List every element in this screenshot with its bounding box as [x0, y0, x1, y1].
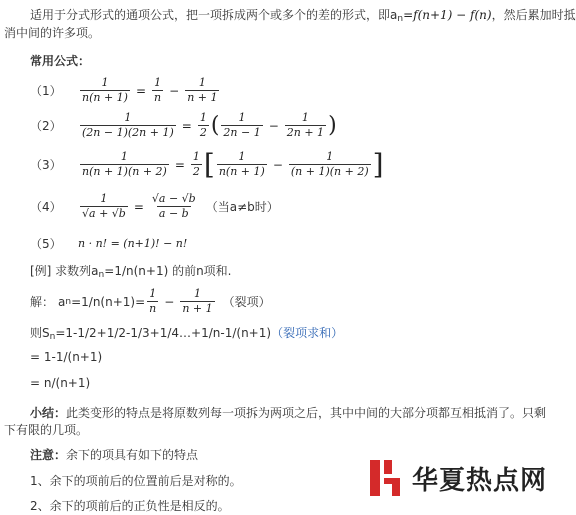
watermark-logo: [368, 458, 547, 498]
sum-prefix: 则S: [30, 326, 50, 340]
intro-formula: =f(n+1) − f(n): [403, 8, 492, 22]
formula-4-note: （当a≠b时）: [205, 200, 279, 214]
logo-icon: [368, 458, 404, 498]
formula-fraction: $\frac{1}{√a + √b}$: [82, 192, 126, 220]
formula-fraction: $\frac{1}{n}$: [154, 76, 162, 104]
sum-sub: n: [49, 332, 56, 342]
formula-fraction: $\frac{1}{(2n - 1)(2n + 1)}$: [82, 111, 174, 139]
attention-label: 注意：: [30, 448, 67, 462]
formula-fraction: $\frac{1}{2}$: [192, 150, 200, 178]
solution-label: 解：: [30, 295, 55, 309]
common-formulas-title: 常用公式：: [30, 54, 91, 68]
formula-fraction: $\frac{1}{n(n + 1)}$: [218, 150, 265, 178]
example-prefix: [例] 求数列a: [30, 264, 99, 278]
formula-5-expr: n · n! = (n+1)! − n!: [78, 237, 188, 250]
sum-line: [30, 324, 343, 342]
example-tail: =1/n(n+1) 的前n项和.: [104, 264, 232, 278]
formula-fraction: $\frac{1}{2}$: [199, 111, 207, 139]
formula-4: （4） $\frac{1}{√a + √b}$ = $\frac{√a - √b}{a - b}$ （当a≠b时）: [30, 192, 279, 220]
attention-text: 余下的项具有如下的特点: [66, 448, 199, 462]
example-sub: n: [98, 270, 105, 280]
point-2: 2、余下的项前后的正负性是相反的。: [30, 499, 230, 513]
formula-fraction: $\frac{1}{2n - 1}$: [223, 111, 261, 139]
formula-1: （1） $\frac{1}{n(n + 1)}$ = $\frac{1}{n}$ − $\frac{1}{n + 1}$: [30, 76, 218, 104]
summary-label: 小结：: [30, 406, 67, 420]
formula-label: （3）: [30, 158, 62, 172]
formula-fraction: $\frac{1}{(n + 1)(n + 2)}$: [290, 150, 369, 178]
equation-step-2: = n/(n+1): [30, 376, 91, 390]
example-line: [30, 262, 232, 280]
intro-line-1: [30, 6, 576, 24]
solution-line: [30, 287, 271, 316]
formula-fraction: $\frac{1}{n(n + 1)}$: [82, 76, 128, 104]
solution-eq: =1/n(n+1)=: [71, 294, 146, 309]
formula-label: （1）: [30, 84, 62, 98]
solution-note: （裂项）: [222, 295, 271, 309]
formula-label: （2）: [30, 119, 62, 133]
intro-sub: n: [397, 14, 404, 24]
formula-fraction: $\frac{1}{n + 1}$: [187, 76, 218, 104]
summary-text: 此类变形的特点是将原数列每一项拆为两项之后，其中中间的大部分项都互相抵消了。只剩: [66, 406, 547, 420]
intro-line-2: 消中间的许多项。: [4, 26, 101, 40]
formula-fraction: $\frac{1}{2n + 1}$: [286, 111, 325, 139]
solution-minus: −: [164, 294, 175, 309]
sum-body: =1-1/2+1/2-1/3+1/4…+1/n-1/(n+1): [55, 326, 272, 340]
summary-line-1: [30, 404, 546, 421]
watermark-text: 华夏热点网: [412, 465, 548, 496]
formula-label: （5）: [30, 237, 62, 251]
solution-fraction-1: $\frac{1}{n}$: [149, 287, 157, 315]
summary-line-2: 下有限的几项。: [4, 423, 89, 437]
solution-fraction-2: $\frac{1}{n + 1}$: [182, 287, 213, 315]
intro-tail: ，然后累加时抵: [491, 8, 576, 22]
solution-a: a: [58, 294, 66, 309]
formula-5: [30, 235, 187, 252]
formula-label: （4）: [30, 200, 62, 214]
formula-3: （3） $\frac{1}{n(n + 1)(n + 2)}$ = $\frac{1}{2}$ [ $\frac{1}{n(n + 1)}$ − $\frac{1}{(n + 1)(n + 2)}$ ]: [30, 147, 384, 181]
intro-text: 适用于分式形式的通项公式，把一项拆成两个或多个的差的形式，即a: [30, 8, 398, 22]
split-sum-link[interactable]: （裂项求和）: [271, 326, 344, 340]
point-1: 1、余下的项前后的位置前后是对称的。: [30, 474, 242, 488]
equation-step-1: = 1-1/(n+1): [30, 350, 103, 364]
formula-fraction: $\frac{1}{n(n + 1)(n + 2)}$: [82, 150, 167, 178]
solution-sub: n: [65, 296, 72, 307]
attention-line: [30, 446, 198, 463]
formula-fraction: $\frac{√a - √b}{a - b}$: [151, 192, 196, 220]
formula-2: （2） $\frac{1}{(2n - 1)(2n + 1)}$ = $\frac{1}{2}$ ( $\frac{1}{2n - 1}$ − $\frac{1}{2n + 1}$ ): [30, 111, 337, 139]
